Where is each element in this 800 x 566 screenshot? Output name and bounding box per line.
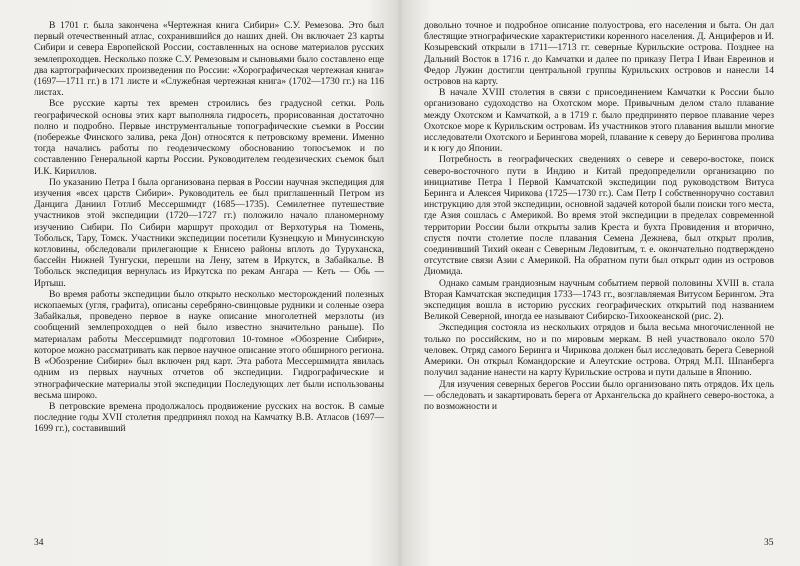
paragraph: Для изучения северных берегов России было организовано пять отрядов. Их цель — обследовать и закартировать берега от Архангельска до крайнего северо-востока, а по возможности и — [424, 378, 774, 412]
paragraph: довольно точное и подробное описание полуострова, его населения и быта. Он дал блестящие этнографические характеристики коренного населения. Д. Анциферов и И. Козыревский открыли в 1711—1713 гг. северные Курильские острова. Позднее на Дальний Восток в 1716 г. до Камчатки и далее по приказу Петра I Иван Евреинов и Федор Лужин достигли центральной группы Курильских островов и нанесли 14 островов на карту. — [424, 20, 774, 88]
paragraph: Все русские карты тех времен строились без градусной сетки. Роль географической основы этих карт выполняла гидросеть, прорисованная достаточно полно и подробно. Первые инструментальные топографические съемки в России (побережье Финского залива, река Дон) относятся к петровскому времени. Именно тогда начались работы по геодезическому обоснованию топосъемок и по составлению Генеральной карты России. Руководителем геодезических съемок был И.К. Кириллов. — [34, 98, 384, 177]
right-page — [424, 20, 774, 530]
paragraph: Экспедиция состояла из нескольких отрядов и была весьма многочисленной не только по российским, но и по мировым меркам. В ней участвовало около 570 человек. Отряд самого Беринга и Чирикова должен был исследовать берега Северной Америки. Он открыл Командорские и Алеутские острова. Отряд М.П. Шпанберга получил задание нанести на карту Курильские острова и пути дальше в Японию. — [424, 322, 774, 379]
page-number-right: 35 — [764, 538, 774, 548]
left-page — [34, 20, 384, 530]
paragraph: Однако самым грандиозным научным событием первой половины XVIII в. стала Вторая Камчатская экспедиция 1733—1743 гг., возглавляемая Витусом Берингом. Эта экспедиция вошла в историю русских географических открытий под названием Великой Северной, иногда ее называют Сибирско-Тихоокеанской (рис. 2). — [424, 277, 774, 323]
paragraph: В 1701 г. была закончена «Чертежная книга Сибири» С.У. Ремезова. Это был первый отечественный атлас, сохранившийся до наших дней. Он включает 23 карты Сибири и севера Европейской России, составленных на основе материалов русских землепроходцев. Несколько позже С.У. Ремезовым и сыновьями было составлено еще два картографических произведения по России: «Хорографическая чертежная книга» (1697—1711 гг.) в 171 листе и «Служебная чертежная книга» (1702—1730 гг.) на 116 листах. — [34, 20, 384, 99]
paragraph: В петровские времена продолжалось продвижение русских на восток. В самые последние годы XVII столетия предпринял поход на Камчатку В.В. Атласов (1697—1699 гг.), составивший — [34, 400, 384, 435]
page-number-left: 34 — [34, 538, 44, 548]
paragraph: По указанию Петра I была организована первая в России научная экспедиция для изучения «всех царств Сибири». Руководитель ее был приглашенный Петром из Данцига Даниил Готлиб Мессершмидт (1685—1735). Семилетнее путешествие участников этой экспедиции (1720—1727 гг.) положило начало планомерному изучению Сибири. По Сибири маршрут проходил от Верхотурья на Тюмень, Тобольск, Тару, Томск. Участники экспедиции посетили Кузнецкую и Минусинскую котловины, обследовали прилегающие к Енисею районы вплоть до Туруханска, бассейн Нижней Тунгуски, перешли на Лену, затем в Иркутск, в Забайкалье. В Тобольск экспедиция вернулась из Иркутска по рекам Ангара — Кеть — Обь — Иртыш. — [34, 176, 384, 289]
paragraph: В начале XVIII столетия в связи с присоединением Камчатки к России было организовано судоходство на Охотском море. Привычным делом стало плавание между Охотском и Камчаткой, а в 1719 г. было предпринято первое плавание через Охотское море к Курильским островам. Из участников этого плавания вышли многие исследователи Охотского и Берингова морей, плавание к северу до Берингова пролива и к югу до Японии. — [424, 87, 774, 155]
paragraph: Во время работы экспедиции было открыто несколько месторождений полезных ископаемых (угля, графита), описаны серебряно-свинцовые рудники и соленые озера Забайкалья, проведено первое в науке описание многолетней мерзлоты (из сообщений землепроходцев о ней было известно значительно раньше). По материалам работы Мессершмидт подготовил 10-томное «Обозрение Сибири», которое можно рассматривать как первое научное описание этого обширного региона. В «Обозрение Сибири» был включен ряд карт. Эта работа Мессершмидта явилась одним из первых научных отчетов об экспедиции. Гидрографические и этнографические материалы этой экспедиции Последующих лет были использованы весьма широко. — [34, 288, 384, 401]
paragraph: Потребность в географических сведениях о севере и северо-востоке, поиск северо-восточного пути в Индию и Китай предопределили организацию по инициативе Петра I Первой Камчатской экспедиции под руководством Витуса Беринга и Алексея Чирикова (1725—1730 гг.). Сам Петр I собственноручно составил инструкцию для этой экспедиции, основной задачей которой были поиски того места, где Азия сошлась с Америкой. Во время этой экспедиции в пределах современной территории России были открыты залив Креста и бухта Провидения и вторично, спустя почти столетие после плавания Семена Дежнева, был открыт пролив, соединивший Тихий океан с Северным Ледовитым, т. е. окончательно подтверждено отсутствие связи Азии с Америкой. На обратном пути был открыт один из островов Диомида. — [424, 154, 774, 278]
